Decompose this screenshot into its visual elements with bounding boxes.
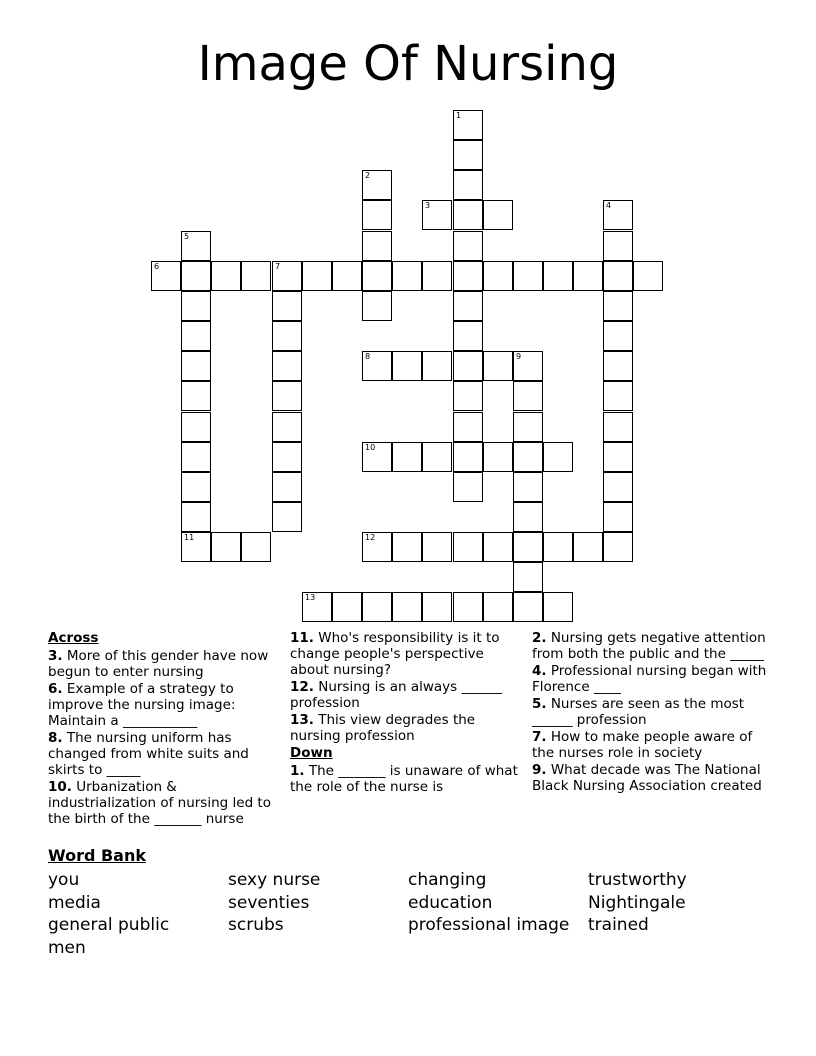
grid-cell[interactable] — [302, 592, 332, 622]
grid-cell[interactable] — [181, 532, 211, 562]
clue-down-5 — [532, 696, 768, 728]
clue-text: Who's responsibility is it to change people's perspective about nursing? — [290, 630, 500, 678]
grid-cell[interactable] — [362, 261, 392, 291]
grid-cell[interactable] — [633, 261, 663, 291]
grid-cell[interactable] — [513, 472, 543, 502]
grid-cell[interactable] — [302, 261, 332, 291]
clue-text: What decade was The National Black Nursing Association created — [532, 762, 762, 794]
word-bank-word: education — [408, 892, 493, 913]
word-bank-column-4 — [588, 869, 768, 937]
clue-number: 4. — [532, 663, 547, 679]
clue-column-2 — [290, 630, 522, 796]
clue-number-label: 13 — [305, 593, 316, 602]
clue-text: The _______ is unaware of what the role of the nurse is — [290, 763, 518, 795]
grid-cell[interactable] — [272, 261, 302, 291]
word-bank-word: Nightingale — [588, 892, 686, 913]
clue-across-3 — [48, 648, 284, 680]
clue-number: 12. — [290, 679, 314, 695]
grid-cell[interactable] — [543, 442, 573, 472]
grid-cell[interactable] — [181, 412, 211, 442]
clue-text: Example of a strategy to improve the nursing image: Maintain a ___________ — [48, 681, 236, 729]
grid-cell[interactable] — [513, 532, 543, 562]
grid-cell[interactable] — [513, 261, 543, 291]
grid-cell[interactable] — [453, 231, 483, 261]
grid-cell[interactable] — [603, 412, 633, 442]
grid-cell[interactable] — [453, 200, 483, 230]
grid-cell[interactable] — [513, 442, 543, 472]
clue-number-label: 8 — [365, 352, 371, 361]
word-bank-word: changing — [408, 870, 487, 890]
grid-cell[interactable] — [483, 351, 513, 381]
grid-cell[interactable] — [272, 442, 302, 472]
clue-number-label: 4 — [606, 201, 612, 210]
clue-text: Nursing is an always ______ profession — [290, 679, 502, 711]
grid-cell[interactable] — [241, 532, 271, 562]
grid-cell[interactable] — [181, 231, 211, 261]
grid-cell[interactable] — [483, 200, 513, 230]
grid-cell[interactable] — [332, 261, 362, 291]
grid-cell[interactable] — [483, 442, 513, 472]
grid-cell[interactable] — [211, 532, 241, 562]
clue-number: 1. — [290, 763, 305, 779]
clue-down-4 — [532, 663, 768, 695]
clue-number: 3. — [48, 648, 63, 664]
grid-cell[interactable] — [181, 261, 211, 291]
grid-cell[interactable] — [181, 351, 211, 381]
clue-number-label: 5 — [184, 232, 190, 241]
clue-number-label: 3 — [425, 201, 431, 210]
word-bank-column-2 — [228, 869, 408, 937]
clue-number-label: 7 — [275, 262, 281, 271]
grid-cell[interactable] — [603, 502, 633, 532]
grid-cell[interactable] — [543, 532, 573, 562]
clue-column-1 — [48, 630, 284, 828]
clue-text: Nursing gets negative attention from both the public and the _____ — [532, 630, 766, 662]
clue-text: Professional nursing began with Florence ____ — [532, 663, 767, 695]
clue-down-2 — [532, 630, 768, 662]
across-heading: Across — [48, 630, 99, 646]
grid-cell[interactable] — [453, 291, 483, 321]
clue-number: 11. — [290, 630, 314, 646]
grid-cell[interactable] — [453, 472, 483, 502]
grid-cell[interactable] — [513, 381, 543, 411]
grid-cell[interactable] — [603, 291, 633, 321]
grid-cell[interactable] — [573, 532, 603, 562]
clue-number: 6. — [48, 681, 63, 697]
clue-number-label: 9 — [516, 352, 522, 361]
grid-cell[interactable] — [362, 200, 392, 230]
grid-cell[interactable] — [513, 562, 543, 592]
clue-number-label: 1 — [456, 111, 462, 120]
grid-cell[interactable] — [332, 592, 362, 622]
grid-cell[interactable] — [181, 321, 211, 351]
clue-number-label: 12 — [365, 533, 376, 542]
grid-cell[interactable] — [422, 592, 452, 622]
grid-cell[interactable] — [151, 261, 181, 291]
grid-cell[interactable] — [392, 261, 422, 291]
grid-cell[interactable] — [513, 351, 543, 381]
page-title: Image Of Nursing — [197, 36, 619, 92]
grid-cell[interactable] — [603, 381, 633, 411]
grid-cell[interactable] — [181, 442, 211, 472]
grid-cell[interactable] — [483, 592, 513, 622]
clue-text: This view degrades the nursing profession — [290, 712, 476, 744]
clue-down-9 — [532, 762, 768, 794]
grid-cell[interactable] — [211, 261, 241, 291]
grid-cell[interactable] — [453, 321, 483, 351]
grid-cell[interactable] — [272, 412, 302, 442]
grid-cell[interactable] — [483, 532, 513, 562]
grid-cell[interactable] — [392, 532, 422, 562]
grid-cell[interactable] — [543, 261, 573, 291]
clue-text: How to make people aware of the nurses role in society — [532, 729, 753, 761]
clue-number-label: 11 — [184, 533, 195, 542]
grid-cell[interactable] — [362, 442, 392, 472]
clue-across-12 — [290, 679, 522, 711]
grid-cell[interactable] — [241, 261, 271, 291]
clue-number-label: 6 — [154, 262, 160, 271]
clue-text: Nurses are seen as the most ______ profession — [532, 696, 745, 728]
clue-number-label: 10 — [365, 443, 376, 452]
grid-cell[interactable] — [181, 291, 211, 321]
word-bank-word: you — [48, 870, 80, 890]
grid-cell[interactable] — [181, 472, 211, 502]
grid-cell[interactable] — [392, 442, 422, 472]
grid-cell[interactable] — [573, 261, 603, 291]
word-bank-word: general public — [48, 915, 170, 935]
grid-cell[interactable] — [603, 472, 633, 502]
grid-cell[interactable] — [513, 412, 543, 442]
word-bank-word: professional image — [408, 915, 570, 935]
clue-across-6 — [48, 681, 284, 729]
clue-down-7 — [532, 729, 768, 761]
grid-cell[interactable] — [603, 321, 633, 351]
grid-cell[interactable] — [362, 170, 392, 200]
clue-text: The nursing uniform has changed from white suits and skirts to _____ — [48, 730, 249, 778]
clue-text: More of this gender have now begun to enter nursing — [48, 648, 269, 680]
clue-number: 2. — [532, 630, 547, 646]
grid-cell[interactable] — [422, 442, 452, 472]
clue-number: 5. — [532, 696, 547, 712]
down-heading: Down — [290, 745, 333, 761]
grid-cell[interactable] — [453, 110, 483, 140]
grid-cell[interactable] — [453, 381, 483, 411]
clue-number: 10. — [48, 779, 72, 795]
word-bank-word: trustworthy — [588, 870, 687, 890]
clue-number: 7. — [532, 729, 547, 745]
grid-cell[interactable] — [392, 351, 422, 381]
clue-across-10 — [48, 779, 284, 827]
grid-cell[interactable] — [603, 231, 633, 261]
grid-cell[interactable] — [453, 170, 483, 200]
word-bank-word: media — [48, 892, 101, 913]
grid-cell[interactable] — [422, 200, 452, 230]
clue-down-1 — [290, 763, 522, 795]
grid-cell[interactable] — [603, 532, 633, 562]
grid-cell[interactable] — [272, 472, 302, 502]
grid-cell[interactable] — [422, 261, 452, 291]
grid-cell[interactable] — [272, 291, 302, 321]
word-bank-word: trained — [588, 915, 649, 935]
grid-cell[interactable] — [392, 592, 422, 622]
clue-number: 8. — [48, 730, 63, 746]
grid-cell[interactable] — [272, 351, 302, 381]
word-bank-heading: Word Bank — [48, 846, 147, 865]
grid-cell[interactable] — [272, 381, 302, 411]
clue-column-3 — [532, 630, 768, 795]
grid-cell[interactable] — [453, 261, 483, 291]
grid-cell[interactable] — [543, 592, 573, 622]
clue-across-13 — [290, 712, 522, 744]
clue-across-8 — [48, 730, 284, 778]
grid-cell[interactable] — [453, 351, 483, 381]
grid-cell[interactable] — [362, 291, 392, 321]
clue-text: Urbanization & industrialization of nursing led to the birth of the _______ nurse — [48, 779, 271, 827]
grid-cell[interactable] — [453, 592, 483, 622]
grid-cell[interactable] — [453, 442, 483, 472]
grid-cell[interactable] — [362, 532, 392, 562]
grid-cell[interactable] — [453, 412, 483, 442]
grid-cell[interactable] — [181, 381, 211, 411]
word-bank-word: sexy nurse — [228, 870, 321, 890]
grid-cell[interactable] — [603, 351, 633, 381]
word-bank-word: scrubs — [228, 915, 284, 935]
grid-cell[interactable] — [603, 200, 633, 230]
grid-cell[interactable] — [603, 261, 633, 291]
clue-across-11 — [290, 630, 522, 678]
word-bank-column-1 — [48, 869, 228, 959]
grid-cell[interactable] — [422, 351, 452, 381]
grid-cell[interactable] — [362, 592, 392, 622]
grid-cell[interactable] — [453, 532, 483, 562]
grid-cell[interactable] — [181, 502, 211, 532]
grid-cell[interactable] — [513, 502, 543, 532]
grid-cell[interactable] — [483, 261, 513, 291]
grid-cell[interactable] — [362, 351, 392, 381]
grid-cell[interactable] — [453, 140, 483, 170]
grid-cell[interactable] — [272, 321, 302, 351]
word-bank-word: men — [48, 937, 86, 958]
clue-number: 13. — [290, 712, 314, 728]
grid-cell[interactable] — [603, 442, 633, 472]
grid-cell[interactable] — [362, 231, 392, 261]
word-bank-word: seventies — [228, 892, 310, 913]
grid-cell[interactable] — [272, 502, 302, 532]
clue-number: 9. — [532, 762, 547, 778]
grid-cell[interactable] — [422, 532, 452, 562]
word-bank-column-3 — [408, 869, 588, 937]
grid-cell[interactable] — [513, 592, 543, 622]
clue-number-label: 2 — [365, 171, 371, 180]
